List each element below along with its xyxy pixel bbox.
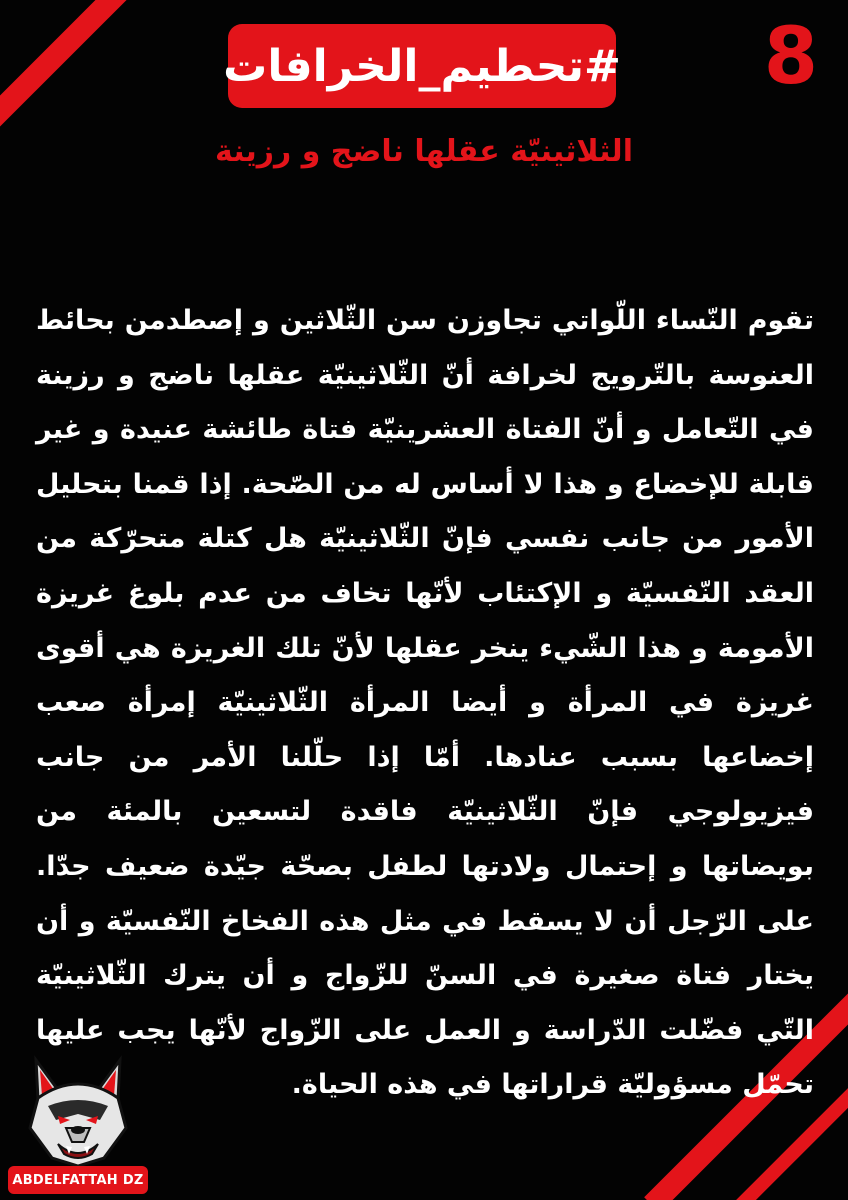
hashtag-banner <box>223 24 621 108</box>
subtitle: الثلاثينيّة عقلها ناضج و رزينة <box>215 134 633 169</box>
logo-label: ABDELFATTAH DZ <box>8 1166 148 1194</box>
hashtag-title: #تحطيم_الخرافات <box>223 40 621 92</box>
page-number: 8 <box>763 12 818 102</box>
corner-stripe-top-left <box>0 0 160 151</box>
body-paragraph: تقوم النّساء اللّواتي تجاوزن سن الثّلاثين و إصطدمن بحائط العنوسة بالتّرويج لخرافة أنّ الثّلاثينيّة عقلها ناضج و رزينة في التّعامل و أنّ الفتاة العشرينيّة فتاة طائشة عنيدة و غير قابلة للإخضاع و هذا لا أساس له من الصّحة. إذا قمنا بتحليل الأمور من جانب نفسي فإنّ الثّلاثينيّة هل كتلة متحرّكة من العقد النّفسيّة و الإكتئاب لأنّها تخاف من عدم بلوغ غريزة الأمومة و هذا الشّيء ينخر عقلها لأنّ تلك الغريزة هي أقوى غريزة في المرأة و أيضا المرأة الثّلاثينيّة إمرأة صعب إخضاعها بسبب عنادها. أمّا إذا حلّلنا الأمر من جانب فيزيولوجي فإنّ الثّلاثينيّة فاقدة لتسعين بالمئة من بويضاتها و إحتمال ولادتها لطفل بصحّة جيّدة ضعيف جدّا. على الرّجل أن لا يسقط في مثل هذه الفخاخ النّفسيّة و أن يختار فتاة صغيرة في السنّ للزّواج و أن يترك الثّلاثينيّة التّي فضّلت الدّراسة و العمل على الزّواج لأنّها يجب عليها تحمّل مسؤوليّة قراراتها في هذه الحياة. <box>36 305 814 1101</box>
